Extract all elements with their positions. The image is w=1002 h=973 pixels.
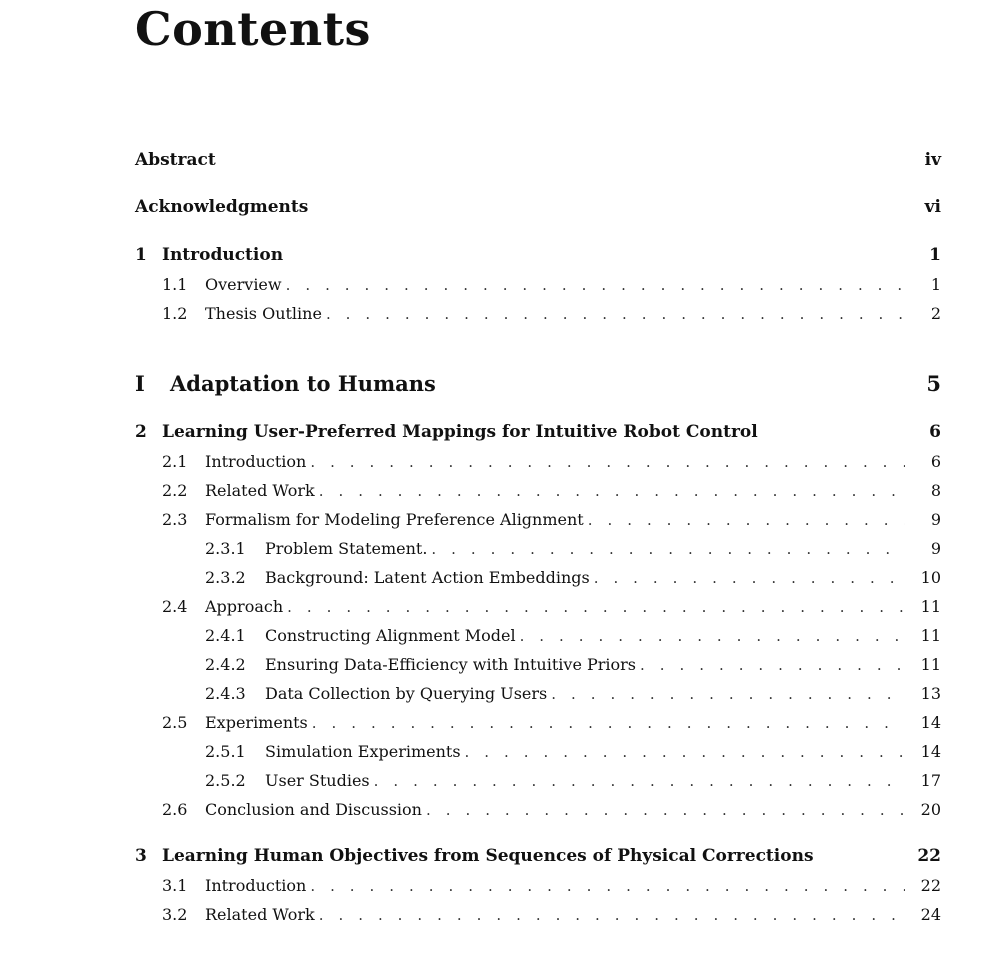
section-page: 2	[930, 304, 941, 323]
subsection-title: Ensuring Data-Efficiency with Intuitive Priors	[265, 655, 637, 674]
section-title: Introduction	[205, 452, 307, 471]
section-number: 2.6	[162, 800, 188, 819]
dot-leader	[431, 540, 905, 558]
subsection-number: 2.5.1	[205, 742, 246, 761]
section-number: 3.1	[162, 876, 188, 895]
section-title: Introduction	[205, 876, 307, 895]
section-page: 11	[920, 597, 941, 616]
dot-leader	[319, 906, 905, 924]
chapter-title: Learning Human Objectives from Sequences of Physical Corrections	[162, 846, 814, 866]
dot-leader	[640, 656, 905, 674]
section-title: Formalism for Modeling Preference Alignment	[205, 510, 584, 529]
toc-subsection[interactable]	[205, 655, 941, 674]
entry-page: iv	[924, 150, 941, 170]
chapter-page: 6	[929, 422, 941, 442]
dot-leader	[520, 627, 905, 645]
subsection-title: Problem Statement.	[265, 539, 428, 558]
chapter-number: 3	[135, 846, 147, 866]
section-page: 6	[930, 452, 941, 471]
dot-leader	[287, 598, 905, 616]
section-number: 2.5	[162, 713, 188, 732]
chapter-title: Introduction	[162, 245, 284, 265]
section-number: 3.2	[162, 905, 188, 924]
subsection-number: 2.4.1	[205, 626, 246, 645]
section-page: 1	[930, 275, 941, 294]
dot-leader	[286, 276, 905, 294]
section-title: Overview	[205, 275, 282, 294]
toc-chapter-3[interactable]	[135, 846, 941, 866]
dot-leader	[551, 685, 905, 703]
toc-subsection[interactable]	[205, 742, 941, 761]
toc-entry-abstract[interactable]	[135, 150, 941, 170]
section-number: 2.1	[162, 452, 188, 471]
toc-entry-acknowledgments[interactable]	[135, 197, 941, 217]
dot-leader	[426, 801, 905, 819]
toc-section[interactable]	[162, 510, 941, 529]
subsection-number: 2.4.3	[205, 684, 246, 703]
subsection-page: 11	[920, 655, 941, 674]
subsection-number: 2.4.2	[205, 655, 246, 674]
section-title: Related Work	[205, 481, 315, 500]
entry-page: vi	[924, 197, 941, 217]
dot-leader	[310, 877, 905, 895]
dot-leader	[319, 482, 905, 500]
toc-section[interactable]	[162, 304, 941, 323]
dot-leader	[588, 511, 905, 529]
chapter-number: 2	[135, 422, 147, 442]
section-page: 22	[920, 876, 941, 895]
toc-subsection[interactable]	[205, 771, 941, 790]
toc-subsection[interactable]	[205, 626, 941, 645]
toc-section[interactable]	[162, 800, 941, 819]
section-number: 2.2	[162, 481, 188, 500]
section-page: 14	[920, 713, 941, 732]
subsection-title: Background: Latent Action Embeddings	[265, 568, 590, 587]
section-number: 1.1	[162, 275, 188, 294]
dot-leader	[326, 305, 905, 323]
subsection-page: 14	[920, 742, 941, 761]
subsection-page: 13	[920, 684, 941, 703]
section-page: 24	[920, 905, 941, 924]
toc-subsection[interactable]	[205, 684, 941, 703]
dot-leader	[465, 743, 905, 761]
toc-subsection[interactable]	[205, 539, 941, 558]
section-page: 9	[930, 510, 941, 529]
part-page: 5	[926, 371, 941, 396]
section-title: Conclusion and Discussion	[205, 800, 422, 819]
toc-section[interactable]	[162, 597, 941, 616]
toc-chapter-1[interactable]	[135, 245, 941, 265]
subsection-title: User Studies	[265, 771, 370, 790]
chapter-number: 1	[135, 245, 147, 265]
section-title: Related Work	[205, 905, 315, 924]
dot-leader	[312, 714, 905, 732]
part-number: I	[135, 371, 145, 396]
subsection-page: 9	[930, 539, 941, 558]
subsection-number: 2.5.2	[205, 771, 246, 790]
toc-section[interactable]	[162, 713, 941, 732]
subsection-title: Constructing Alignment Model	[265, 626, 516, 645]
dot-leader	[310, 453, 905, 471]
entry-title: Acknowledgments	[135, 197, 309, 217]
subsection-title: Simulation Experiments	[265, 742, 461, 761]
section-number: 1.2	[162, 304, 188, 323]
section-title: Thesis Outline	[205, 304, 322, 323]
subsection-number: 2.3.2	[205, 568, 246, 587]
dot-leader	[374, 772, 905, 790]
chapter-page: 1	[929, 245, 941, 265]
dot-leader	[594, 569, 905, 587]
chapter-title: Learning User-Preferred Mappings for Intuitive Robot Control	[162, 422, 758, 442]
subsection-page: 11	[920, 626, 941, 645]
toc-subsection[interactable]	[205, 568, 941, 587]
toc-part-1[interactable]	[135, 371, 941, 396]
section-title: Experiments	[205, 713, 308, 732]
toc-chapter-2[interactable]	[135, 422, 941, 442]
subsection-page: 10	[920, 568, 941, 587]
toc-section[interactable]	[162, 905, 941, 924]
section-page: 20	[920, 800, 941, 819]
part-title: Adaptation to Humans	[170, 371, 436, 396]
toc-section[interactable]	[162, 876, 941, 895]
subsection-page: 17	[920, 771, 941, 790]
toc-section[interactable]	[162, 275, 941, 294]
entry-title: Abstract	[135, 150, 216, 170]
subsection-title: Data Collection by Querying Users	[265, 684, 548, 703]
section-number: 2.4	[162, 597, 188, 616]
section-number: 2.3	[162, 510, 188, 529]
toc-section[interactable]	[162, 452, 941, 471]
page-title: Contents	[135, 2, 371, 56]
section-page: 8	[930, 481, 941, 500]
subsection-number: 2.3.1	[205, 539, 246, 558]
toc-section[interactable]	[162, 481, 941, 500]
section-title: Approach	[205, 597, 284, 616]
chapter-page: 22	[917, 846, 941, 866]
